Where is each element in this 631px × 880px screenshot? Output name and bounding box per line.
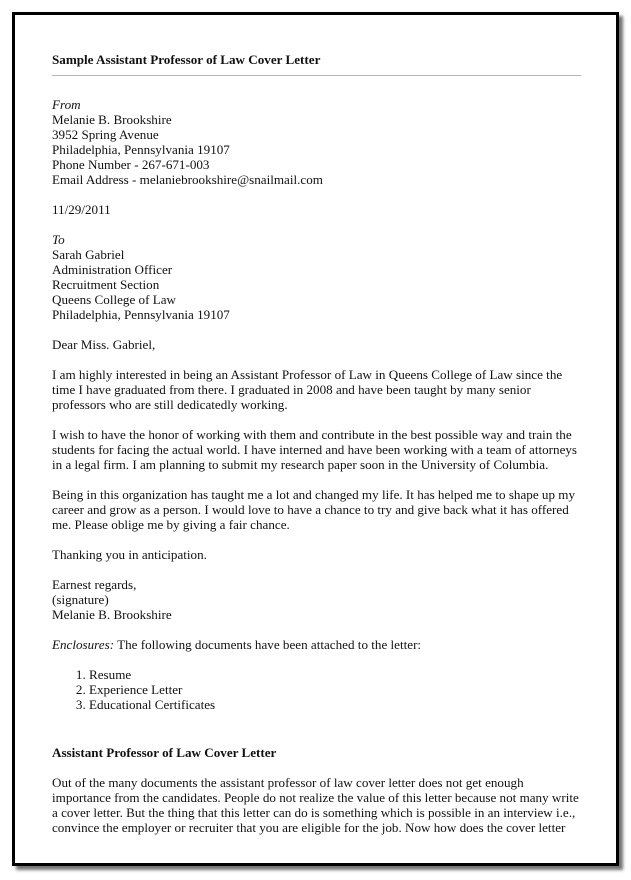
document-page [52, 52, 582, 835]
list-item: 2. Experience Letter [89, 682, 582, 697]
body-paragraph-4: Thanking you in anticipation. [52, 547, 207, 562]
letter-date: 11/29/2011 [52, 202, 111, 217]
body-paragraph-3: Being in this organization has taught me a lot and changed my life. It has helped me to shape up my career and grow as a person. I would love to have a chance to try and give back what it has offered me. Please oblige me by giving a fair chance. [52, 487, 576, 532]
enclosures-label: Enclosures: [52, 637, 115, 652]
document-frame [12, 12, 619, 866]
sender-city: Philadelphia, Pennsylvania 19107 [52, 142, 230, 157]
list-item: 3. Educational Certificates [89, 697, 582, 712]
recipient-name: Sarah Gabriel [52, 247, 125, 262]
body-paragraph-2: I wish to have the honor of working with them and contribute in the best possible way and train the students for facing the actual world. I have interned and have been working with a team of attorneys in a legal firm. I am planning to submit my research paper soon in the University of Columbia. [52, 427, 578, 472]
recipient-college: Queens College of Law [52, 292, 176, 307]
recipient-title: Administration Officer [52, 262, 173, 277]
recipient-section: Recruitment Section [52, 277, 160, 292]
closing-name: Melanie B. Brookshire [52, 607, 172, 622]
from-label: From [52, 97, 81, 112]
salutation: Dear Miss. Gabriel, [52, 337, 156, 352]
recipient-block [52, 232, 582, 322]
sender-email: Email Address - melaniebrookshire@snailmail.com [52, 172, 323, 187]
sender-name: Melanie B. Brookshire [52, 112, 172, 127]
document-title: Sample Assistant Professor of Law Cover Letter [52, 52, 321, 67]
recipient-city: Philadelphia, Pennsylvania 19107 [52, 307, 230, 322]
title-divider [52, 75, 581, 76]
closing-regards: Earnest regards, [52, 577, 137, 592]
sender-street: 3952 Spring Avenue [52, 127, 159, 142]
enclosures-list [52, 667, 582, 712]
list-item: 1. Resume [89, 667, 582, 682]
body-paragraph-1: I am highly interested in being an Assistant Professor of Law in Queens College of Law since the time I have graduated from there. I graduated in 2008 and have been taught by many senior professors who are still dedicatedly working. [52, 367, 563, 412]
section-heading: Assistant Professor of Law Cover Letter [52, 745, 277, 760]
enclosures-text: The following documents have been attached to the letter: [117, 637, 422, 652]
to-label: To [52, 232, 65, 247]
closing-block [52, 577, 582, 622]
closing-signature: (signature) [52, 592, 109, 607]
sender-block [52, 97, 582, 187]
section-paragraph: Out of the many documents the assistant professor of law cover letter does not get enough importance from the candidates. People do not realize the value of this letter because not many write a cover letter. But the thing that this letter can do is something which is possible in an interview i.e., convince the employer or recruiter that you are eligible for the job. Now how does the cover letter [52, 775, 579, 835]
enclosures-line [52, 637, 582, 652]
sender-phone: Phone Number - 267-671-003 [52, 157, 210, 172]
